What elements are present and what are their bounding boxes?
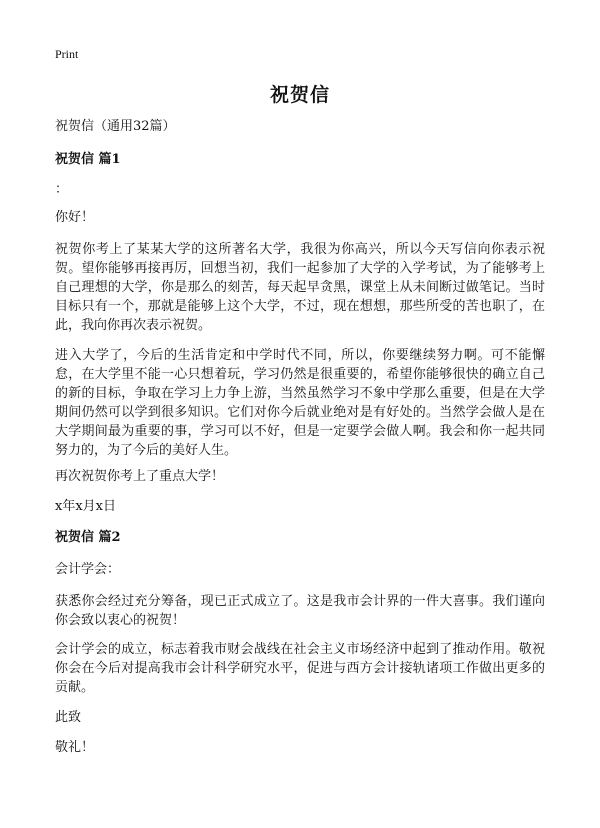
section2-cizhi: 此致: [55, 710, 82, 725]
section1-paragraph-1: 祝贺你考上了某某大学的这所著名大学，我很为你高兴，所以今天写信向你表示祝贺。望你能够再接再厉，回想当初，我们一起参加了大学的入学考试，为了能够考上自己理想的大学，你是那么的刻苦，每天起早贪黑，课堂上从未间断过做笔记。当时目标只有一个，那就是能够上这个大学，不过，现在想想，那些所受的苦也职了，在此，我向你再次表示祝贺。: [55, 242, 545, 333]
section1-paragraph-2: 进入大学了，今后的生活肯定和中学时代不同，所以，你要继续努力啊。可不能懈怠，在大学里不能一心只想着玩，学习仍然是很重要的，希望你能够很快的确立自己的新的目标，争取在学习上力争上游，当然虽然学习不象中学那么重要，但是在大学期间仍然可以学到很多知识。它们对你今后就业绝对是有好处的。当然学会做人是在大学期间最为重要的事，学习可以不好，但是一定要学会做人啊。我会和你一起共同努力的，为了今后的美好人生。: [55, 348, 545, 458]
section1-heading: 祝贺信 篇1: [55, 152, 121, 167]
section2-paragraph-2: 会计学会的成立，标志着我市财会战线在社会主义市场经济中起到了推动作用。敬祝你会在今后对提高我市会计科学研究水平，促进与西方会计接轨诸项工作做出更多的贡献。: [55, 642, 545, 695]
print-link[interactable]: Print: [55, 47, 79, 61]
section1-recipient-blank: ：: [55, 182, 69, 197]
page-title: 祝贺信: [269, 84, 330, 106]
section1-greeting: 你好！: [55, 210, 95, 225]
section1-closing: 再次祝贺你考上了重点大学！: [55, 469, 225, 484]
section2-salutation: 会计学会：: [55, 562, 121, 577]
section2-jingli: 敬礼！: [55, 740, 95, 755]
section2-heading: 祝贺信 篇2: [55, 530, 121, 545]
document-subtitle: 祝贺信（通用32篇）: [55, 119, 176, 134]
section2-paragraph-1: 获悉你会经过充分筹备，现已正式成立了。这是我市会计界的一件大喜事。我们谨向你会致以衷心的祝贺！: [55, 594, 545, 628]
section1-date: x年x月x日: [55, 499, 116, 514]
